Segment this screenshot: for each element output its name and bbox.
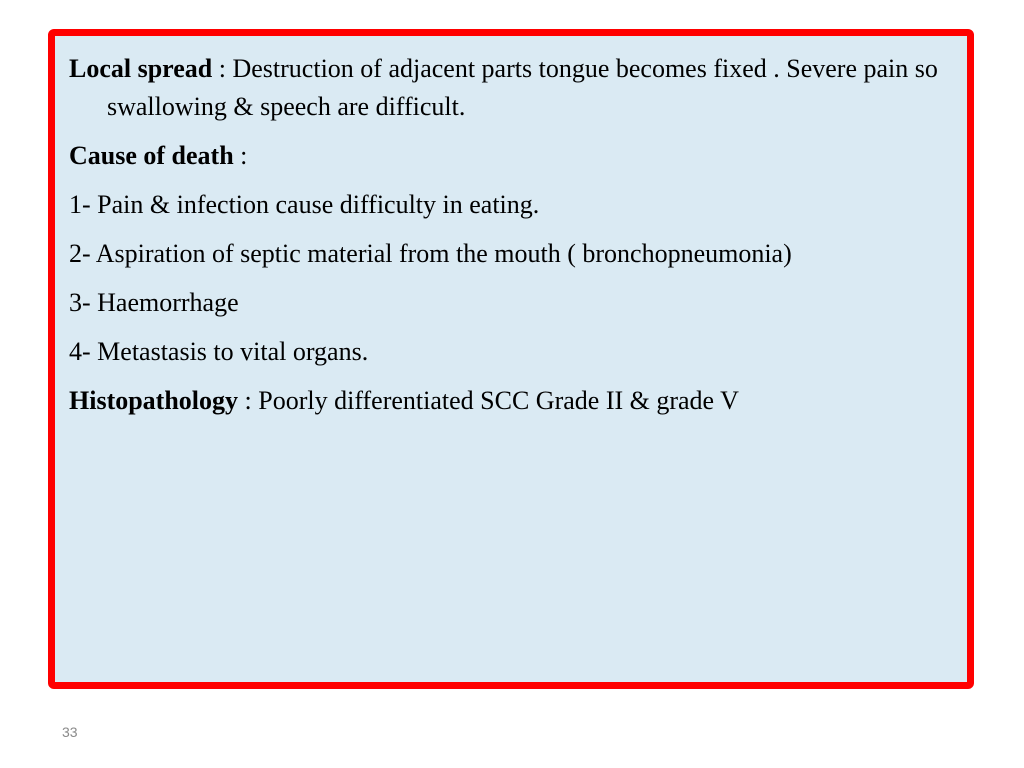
cause-item-3-text: 3- Haemorrhage [69, 288, 239, 317]
slide-number: 33 [62, 724, 78, 740]
slide-content-box [48, 29, 974, 689]
cause-item-1 [69, 186, 951, 224]
cause-item-4-text: 4- Metastasis to vital organs. [69, 337, 369, 366]
local-spread-text: : Destruction of adjacent parts tongue becomes fixed . Severe pain so swallowing & speech are difficult. [107, 54, 938, 121]
cause-of-death-heading: Cause of death [69, 141, 234, 170]
cause-item-2-text: 2- Aspiration of septic material from the mouth ( bronchopneumonia) [69, 239, 792, 268]
local-spread-paragraph [69, 50, 951, 126]
cause-item-1-text: 1- Pain & infection cause difficulty in eating. [69, 190, 540, 219]
cause-item-3 [69, 284, 951, 322]
cause-of-death-paragraph [69, 137, 951, 175]
local-spread-heading: Local spread [69, 54, 213, 83]
cause-item-2 [69, 235, 951, 273]
cause-of-death-text: : [233, 141, 248, 170]
histopathology-text: : Poorly differentiated SCC Grade II & grade V [238, 386, 739, 415]
cause-item-4 [69, 333, 951, 371]
histopathology-paragraph [69, 382, 951, 420]
histopathology-heading: Histopathology [69, 386, 239, 415]
